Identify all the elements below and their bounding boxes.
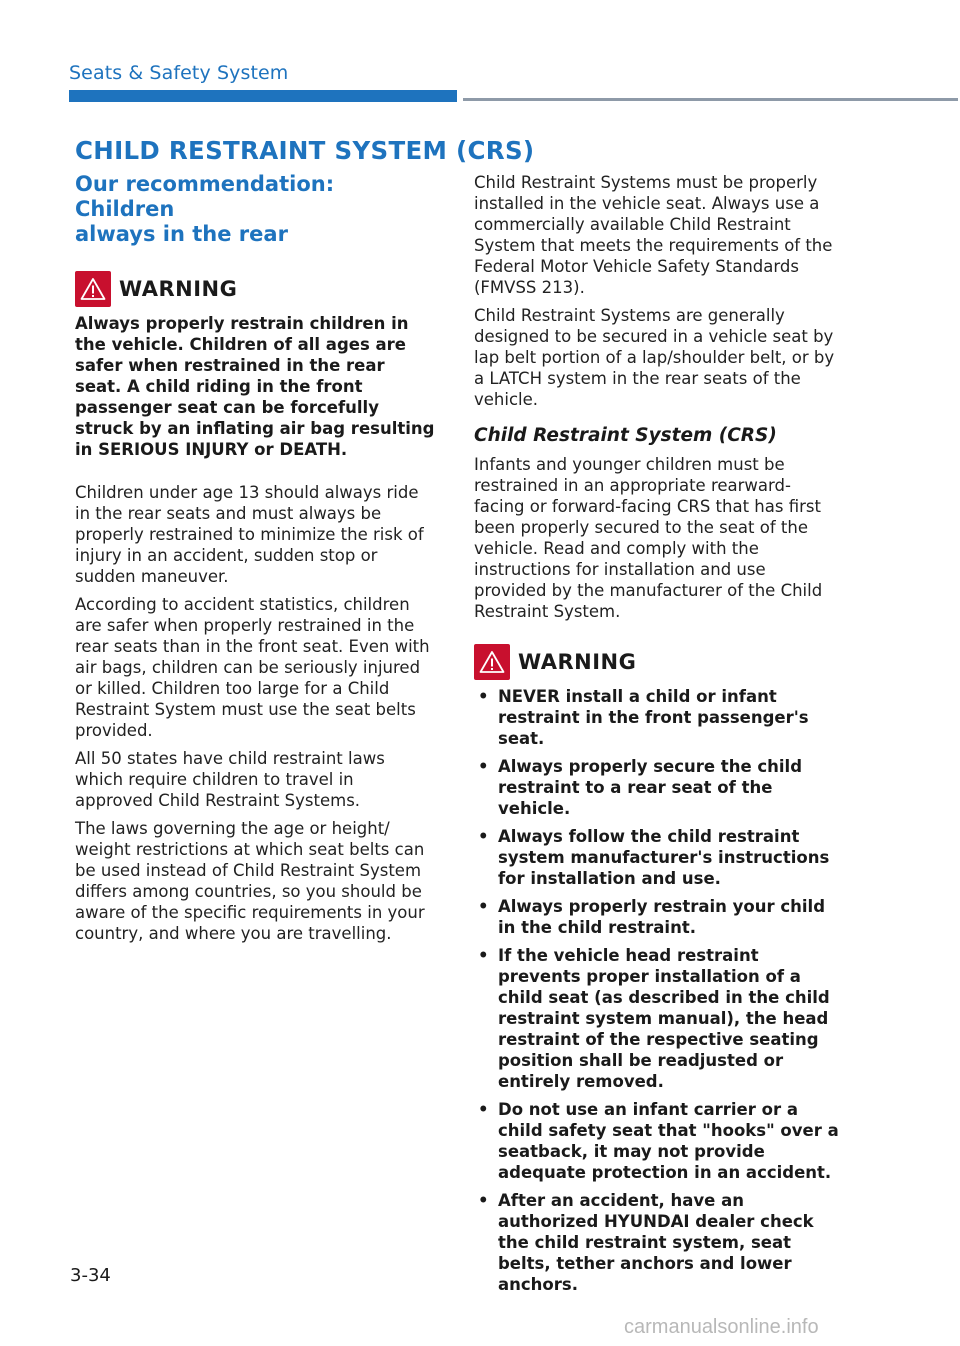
- list-item: [474, 826, 840, 889]
- bullet-icon: •: [478, 897, 489, 916]
- bullet-icon: •: [478, 687, 489, 706]
- paragraph: Child Restraint Systems are generally designed to be secured in a vehicle seat by lap belt portion of a lap/shoulder belt, or by a LATCH system in the rear seats of the vehicle.: [474, 306, 835, 409]
- list-item: [474, 756, 840, 819]
- left-column: [75, 172, 435, 951]
- paragraph: Child Restraint Systems must be properly installed in the vehicle seat. Always use a commercially available Child Restraint System that meets the requirements of the Federal Motor Vehicle Safety Standards (FMVSS 213).: [474, 173, 833, 297]
- subheading-line-2: always in the rear: [75, 222, 288, 246]
- paragraph: Infants and younger children must be restrained in an appropriate rearward-facing or forward-facing CRS that has first been properly secured to the seat of the vehicle. Read and comply with the instructions for installation and use provided by the manufacturer of the Child Restraint System.: [474, 455, 823, 621]
- list-item: [474, 896, 840, 938]
- warning-text: Always properly restrain children in the vehicle. Children of all ages are safer when restrained in the rear seat. A child riding in the front passenger seat can be forcefully struck by an inflating air bag resulting in SERIOUS INJURY or DEATH.: [75, 314, 435, 459]
- list-item-text: Always follow the child restraint system manufacturer's instructions for installation and use.: [498, 827, 830, 888]
- warning-list: [474, 686, 840, 1295]
- section-subheading: [75, 172, 435, 247]
- header-rule-accent: [69, 90, 457, 102]
- bullet-icon: •: [478, 827, 489, 846]
- warning-title: WARNING: [518, 650, 637, 674]
- paragraph: According to accident statistics, children are safer when properly restrained in the rear seats than in the front seat. Even with air bags, children can be seriously injured or killed. Children too large for a Child Restraint System must use the seat belts provided.: [75, 595, 430, 740]
- warning-header: [474, 644, 840, 680]
- list-item-text: Do not use an infant carrier or a child safety seat that "hooks" over a seatback, it may not provide adequate protection in an accident.: [498, 1100, 839, 1182]
- list-item: [474, 945, 840, 1092]
- watermark: carmanualsonline.info: [624, 1316, 819, 1338]
- list-item-text: After an accident, have an authorized HYUNDAI dealer check the child restraint system, seat belts, tether anchors and lower anchors.: [498, 1191, 814, 1294]
- bullet-icon: •: [478, 1100, 489, 1119]
- paragraph: All 50 states have child restraint laws which require children to travel in approved Child Restraint Systems.: [75, 749, 385, 810]
- list-item-text: Always properly secure the child restraint to a rear seat of the vehicle.: [498, 757, 803, 818]
- paragraph: The laws governing the age or height/ weight restrictions at which seat belts can be used instead of Child Restraint System differs among countries, so you should be aware of the specific requirements in your country, and where you are travelling.: [75, 819, 425, 943]
- page-title: CHILD RESTRAINT SYSTEM (CRS): [75, 136, 535, 165]
- list-item: [474, 1099, 840, 1183]
- right-column: [474, 172, 840, 1302]
- section-title: Seats & Safety System: [69, 62, 289, 84]
- crs-heading: Child Restraint System (CRS): [474, 425, 777, 446]
- warning-triangle-icon: [75, 271, 111, 307]
- subheading-line-1: Our recommendation: Children: [75, 172, 335, 221]
- list-item-text: Always properly restrain your child in the child restraint.: [498, 897, 826, 937]
- bullet-icon: •: [478, 946, 489, 965]
- list-item-text: NEVER install a child or infant restraint in the front passenger's seat.: [498, 687, 809, 748]
- paragraph: Children under age 13 should always ride in the rear seats and must always be properly restrained to minimize the risk of injury in an accident, sudden stop or sudden maneuver.: [75, 483, 424, 586]
- header-rule: [463, 98, 958, 101]
- warning-triangle-icon: [474, 644, 510, 680]
- list-item-text: If the vehicle head restraint prevents proper installation of a child seat (as described in the child restraint system manual), the head restraint of the respective seating position shall be readjusted or entirely removed.: [498, 946, 830, 1091]
- bullet-icon: •: [478, 1191, 489, 1210]
- page-number: 3-34: [70, 1265, 111, 1286]
- list-item: [474, 686, 840, 749]
- list-item: [474, 1190, 840, 1295]
- warning-header: [75, 271, 435, 307]
- bullet-icon: •: [478, 757, 489, 776]
- warning-title: WARNING: [119, 277, 238, 301]
